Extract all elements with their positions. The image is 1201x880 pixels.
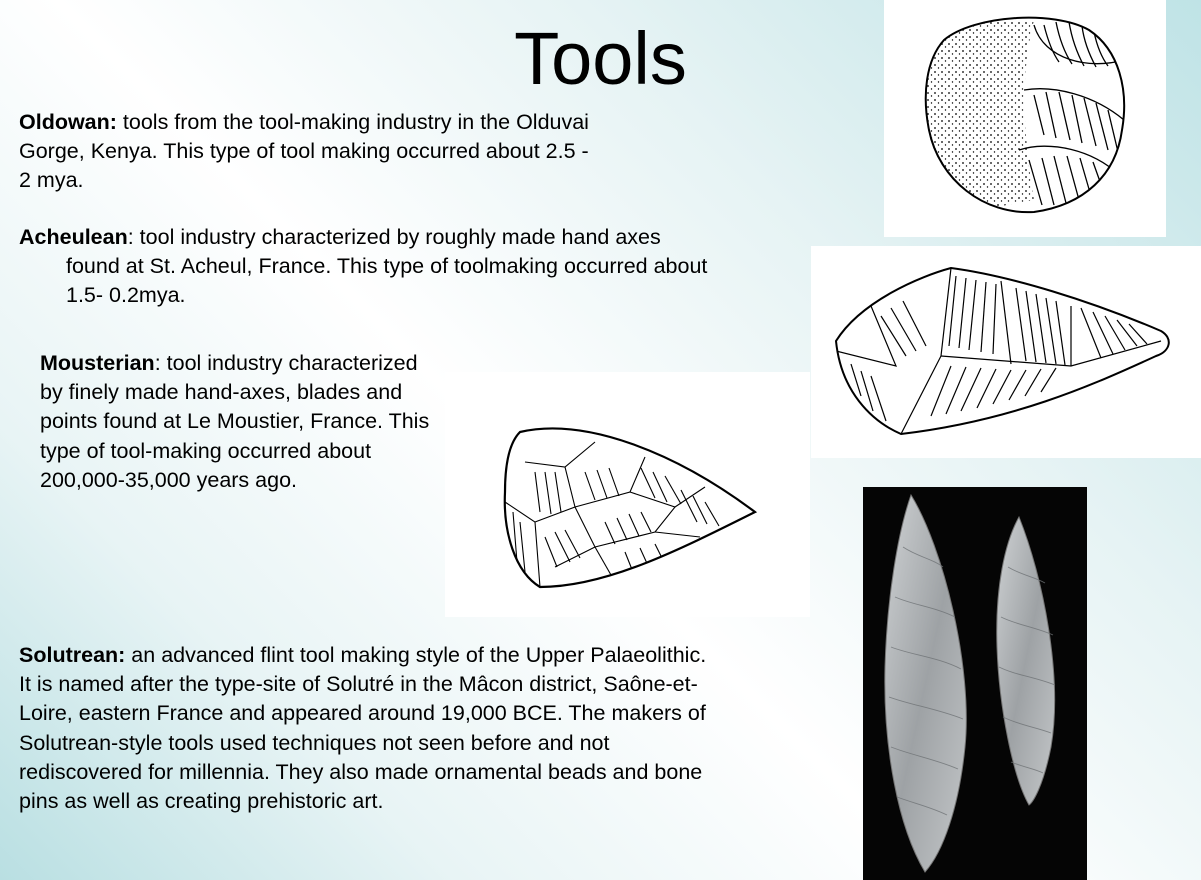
mousterian-tool-drawing [445,372,810,617]
acheulean-tool-image [811,246,1201,458]
acheulean-term: Acheulean [19,225,128,249]
solutrean-paragraph [19,641,719,816]
mousterian-term: Mousterian [40,351,155,375]
solutrean-tool-photo [863,487,1087,880]
solutrean-term: Solutrean: [19,643,126,667]
oldowan-tool-drawing [884,0,1166,237]
mousterian-paragraph [40,349,440,495]
slide-title: Tools [514,17,687,100]
mousterian-text: : tool industry characterized by finely made hand-axes, blades and points found at Le Moustier, France. This type of tool-making occurred about 200,000-35,000 years ago. [40,351,430,492]
solutrean-text: an advanced flint tool making style of the Upper Palaeolithic. It is named after the type-site of Solutré in the Mâcon district, Saône-et-Loire, eastern France and appeared around 19,000 BCE. The makers of Solutrean-style tools used techniques not seen before and not rediscovered for millennia. They also made ornamental beads and bone pins as well as creating prehistoric art. [19,643,707,814]
oldowan-term: Oldowan: [19,110,117,134]
acheulean-tool-drawing [811,246,1201,458]
solutrean-points-drawing [863,487,1087,880]
oldowan-tool-image [884,0,1166,237]
oldowan-text: tools from the tool-making industry in the Olduvai Gorge, Kenya. This type of tool making occurred about 2.5 - 2 mya. [19,110,589,193]
mousterian-tool-image [445,372,810,617]
acheulean-text: : tool industry characterized by roughly made hand axes found at St. Acheul, France. This type of toolmaking occurred about 1.5- 0.2mya. [66,225,708,308]
oldowan-paragraph [19,108,599,196]
acheulean-paragraph [19,223,709,311]
